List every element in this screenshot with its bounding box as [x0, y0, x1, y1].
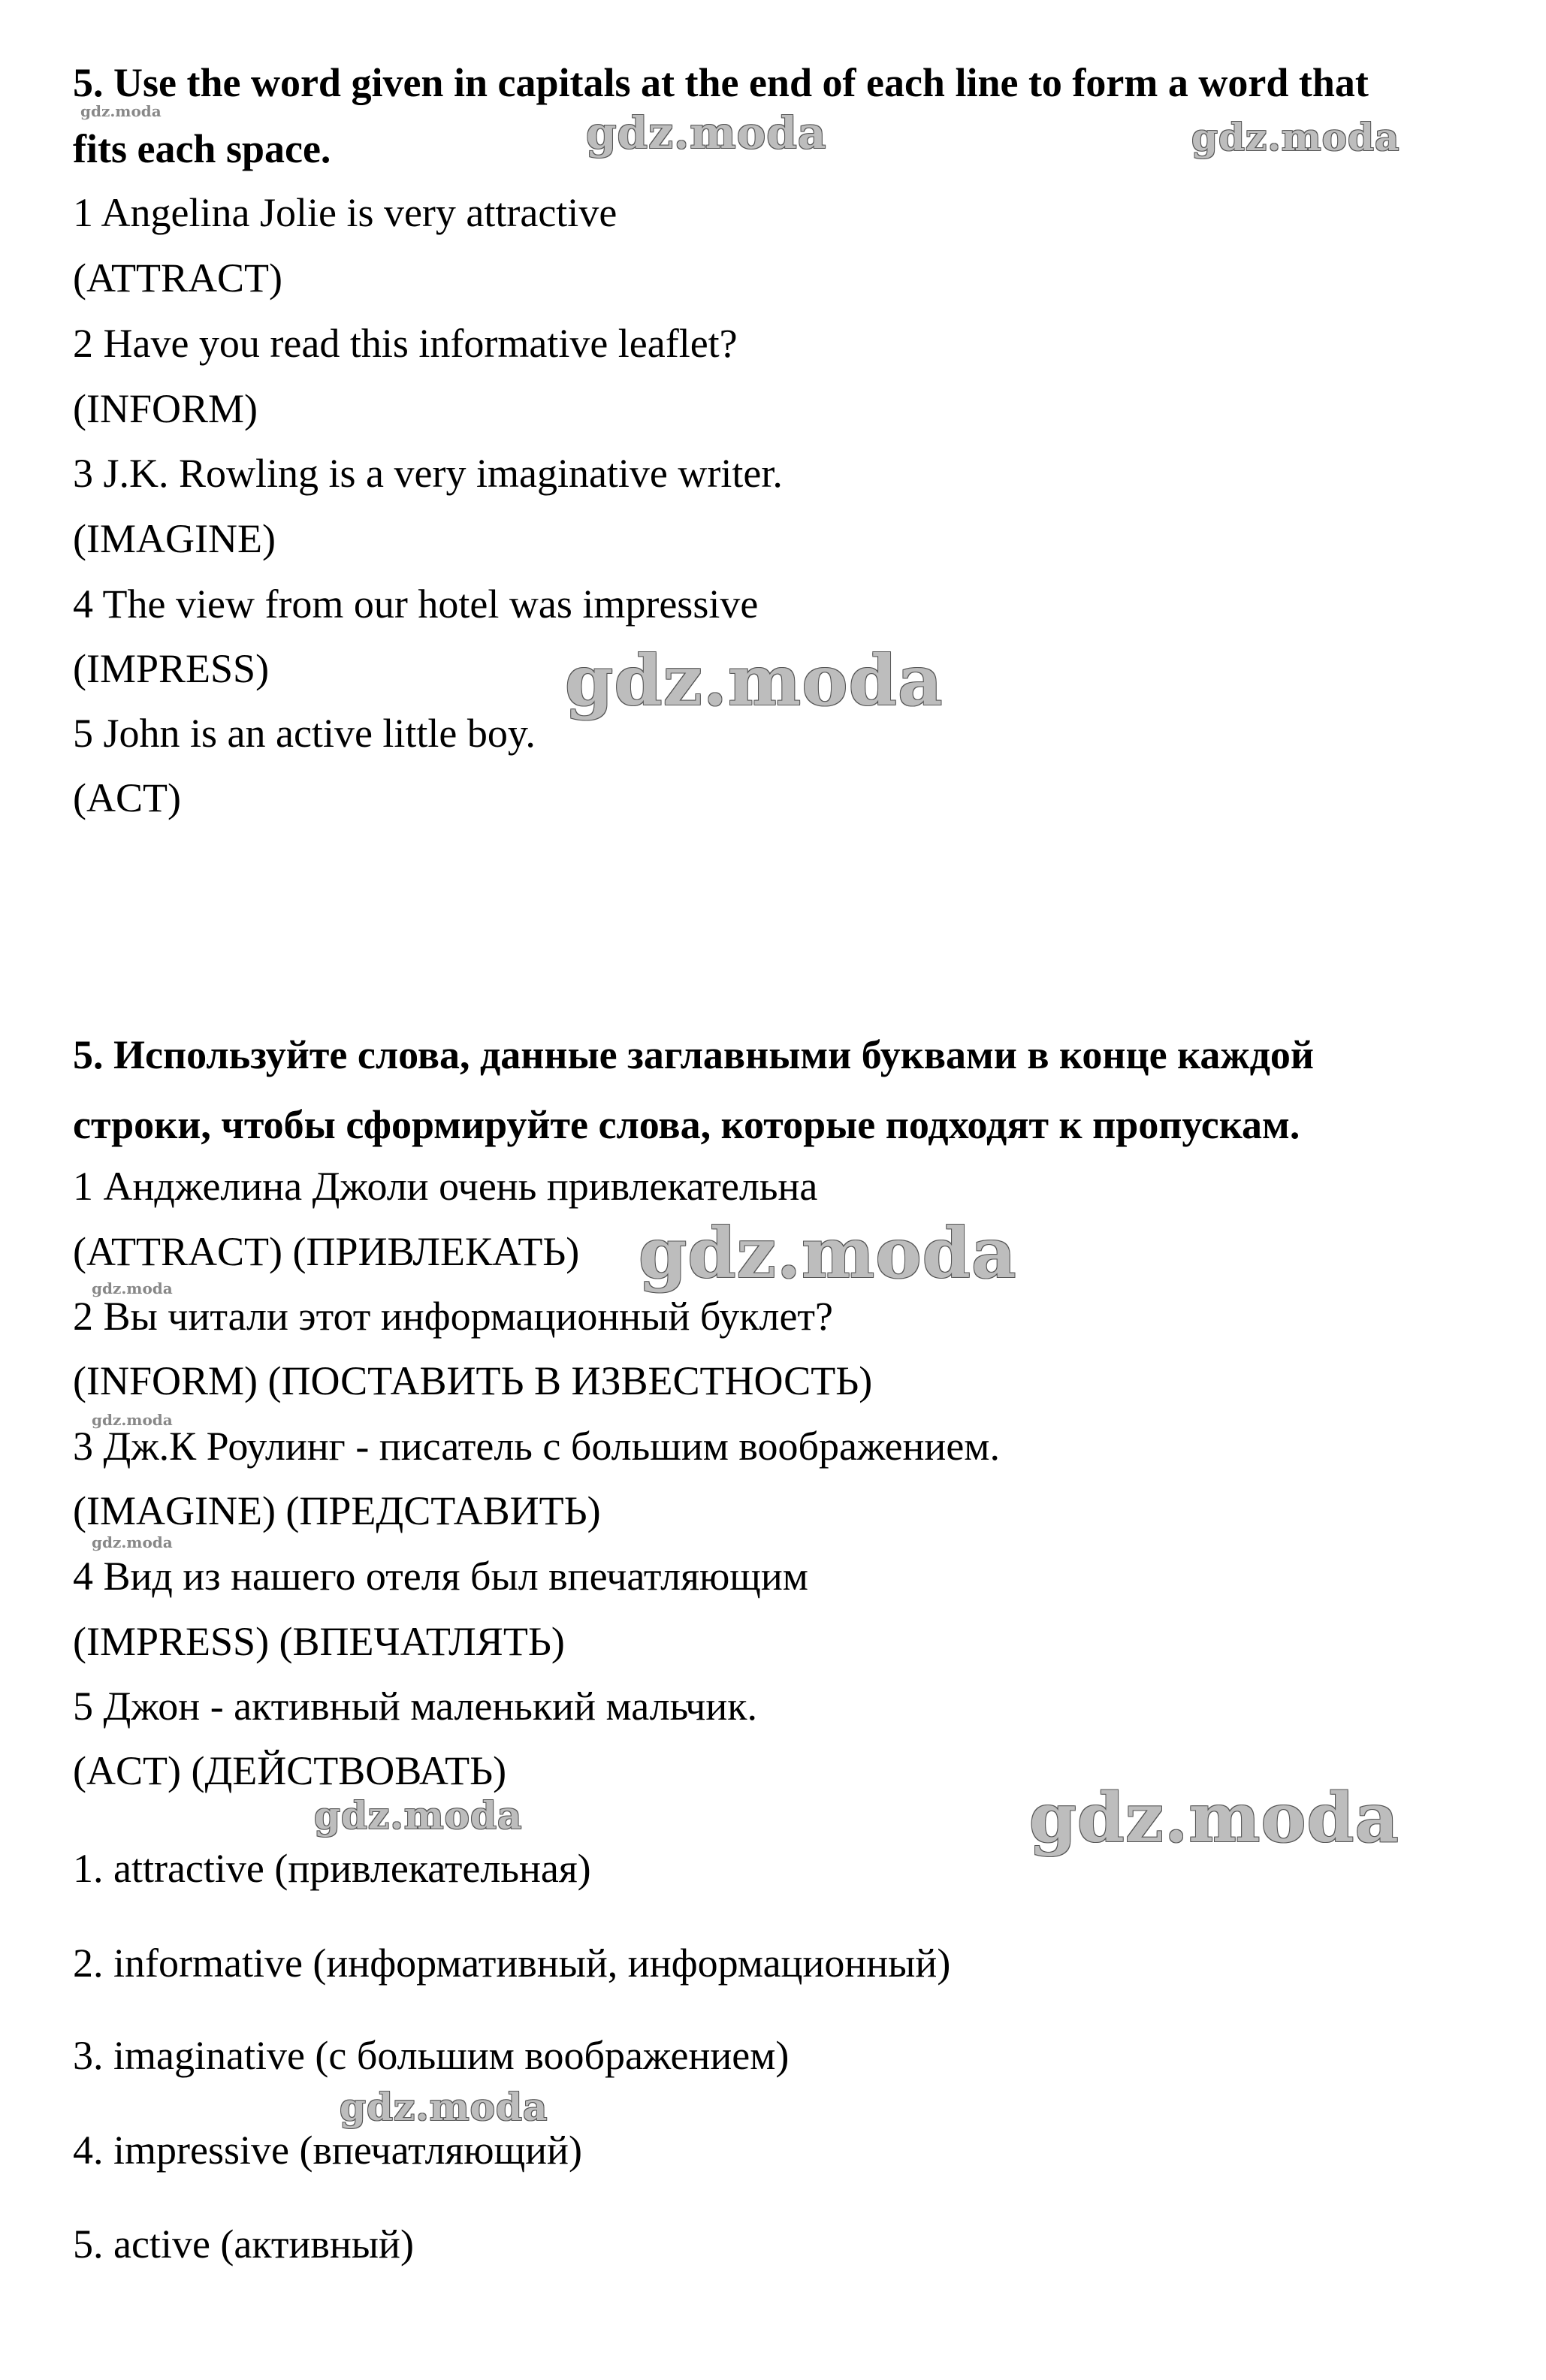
watermark-small: gdz.moda: [92, 1411, 173, 1429]
en-line-3: 2 Have you read this informative leaflet?: [73, 321, 738, 366]
ru-line-7: 4 Вид из нашего отеля был впечатляющим: [73, 1554, 808, 1599]
en-line-9: 5 John is an active little boy.: [73, 711, 536, 756]
ru-line-2: (ATTRACT) (ПРИВЛЕКАТЬ): [73, 1229, 580, 1274]
answer-2: 2. informative (информативный, информационный): [73, 1941, 951, 1986]
watermark: gdz.moda: [1029, 1778, 1400, 1858]
watermark-small: gdz.moda: [92, 1533, 173, 1551]
ru-line-6: (IMAGINE) (ПРЕДСТАВИТЬ): [73, 1488, 601, 1533]
ru-line-10: (ACT) (ДЕЙСТВОВАТЬ): [73, 1748, 507, 1793]
exercise-title-en-line2: fits each space.: [73, 126, 331, 171]
answer-1: 1. attractive (привлекательная): [73, 1846, 591, 1891]
en-line-1: 1 Angelina Jolie is very attractive: [73, 190, 617, 235]
ru-line-9: 5 Джон - активный маленький мальчик.: [73, 1684, 757, 1729]
watermark-small: gdz.moda: [80, 102, 162, 120]
ru-line-4: (INFORM) (ПОСТАВИТЬ В ИЗВЕСТНОСТЬ): [73, 1358, 873, 1403]
en-line-8: (IMPRESS): [73, 646, 270, 691]
ru-line-3: 2 Вы читали этот информационный буклет?: [73, 1294, 833, 1339]
ru-line-1: 1 Анджелина Джоли очень привлекательна: [73, 1164, 818, 1209]
en-line-6: (IMAGINE): [73, 516, 276, 561]
en-line-5: 3 J.K. Rowling is a very imaginative writer.: [73, 451, 783, 496]
answer-5: 5. active (активный): [73, 2221, 414, 2267]
watermark-small: gdz.moda: [92, 1279, 173, 1297]
answer-3: 3. imaginative (с большим воображением): [73, 2033, 790, 2078]
watermark: gdz.moda: [340, 2085, 548, 2129]
en-line-10: (ACT): [73, 775, 181, 820]
watermark: gdz.moda: [314, 1793, 523, 1838]
exercise-title-ru-line1: 5. Используйте слова, данные заглавными буквами в конце каждой: [73, 1032, 1315, 1077]
watermark: gdz.moda: [565, 640, 944, 721]
exercise-title-en-line1: 5. Use the word given in capitals at the end of each line to form a word that: [73, 60, 1369, 105]
watermark: gdz.moda: [1191, 115, 1400, 159]
ru-line-8: (IMPRESS) (ВПЕЧАТЛЯТЬ): [73, 1619, 565, 1664]
ru-line-5: 3 Дж.К Роулинг - писатель с большим воображением.: [73, 1424, 1000, 1469]
exercise-title-ru-line2: строки, чтобы сформируйте слова, которые подходят к пропускам.: [73, 1102, 1300, 1147]
en-line-4: (INFORM): [73, 386, 258, 431]
en-line-2: (ATTRACT): [73, 255, 282, 301]
answer-4: 4. impressive (впечатляющий): [73, 2128, 582, 2173]
watermark: gdz.moda: [639, 1213, 1017, 1294]
en-line-7: 4 The view from our hotel was impressive: [73, 581, 759, 627]
watermark: gdz.moda: [586, 107, 827, 159]
